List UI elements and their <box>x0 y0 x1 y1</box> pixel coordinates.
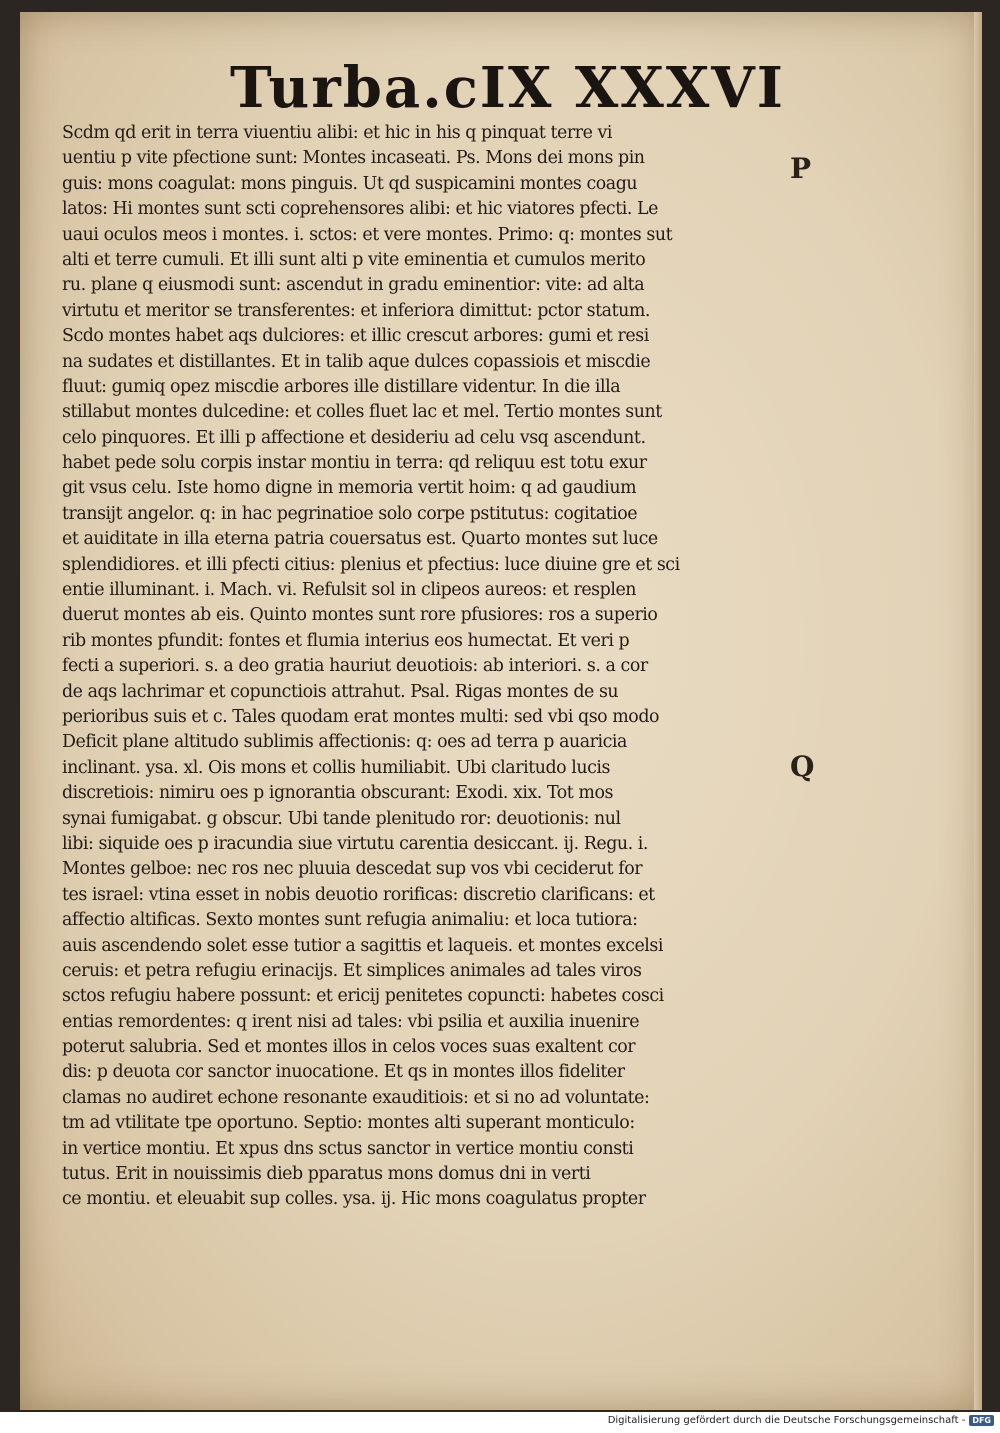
text-line: de aqs lachrimar et copunctiois attrahut. Psal. Rigas montes de su <box>62 681 619 702</box>
text-line: poterut salubria. Sed et montes illos in celos voces suas exaltent cor <box>62 1037 636 1058</box>
text-line: stillabut montes dulcedine: et colles fluet lac et mel. Tertio montes sunt <box>62 402 662 423</box>
text-line: celo pinquores. Et illi p affectione et desideriu ad celu vsq ascendunt. <box>62 427 646 448</box>
text-line: Montes gelboe: nec ros nec pluuia descedat sup vos vbi ceciderut for <box>62 859 643 880</box>
text-line: ce montiu. et eleuabit sup colles. ysa. ij. Hic mons coagulatus propter <box>62 1189 646 1210</box>
text-line: virtutu et meritor se transferentes: et inferiora dimittut: pctor statum. <box>62 300 650 321</box>
text-line: duerut montes ab eis. Quinto montes sunt rore pfusiores: ros a superio <box>62 605 658 626</box>
text-line: libi: siquide oes p iracundia siue virtutu carentia desiccant. ij. Regu. i. <box>62 833 648 854</box>
text-line: auis ascendendo solet esse tutior a sagittis et laqueis. et montes excelsi <box>62 935 663 956</box>
margin-mark-top: P <box>790 152 812 185</box>
text-line: Scdm qd erit in terra viuentiu alibi: et hic in his q pinquat terre vi <box>62 123 613 143</box>
text-line: tes israel: vtina esset in nobis deuotio rorificas: discretio clarificans: et <box>62 884 655 905</box>
text-line: et auiditate in illa eterna patria couersatus est. Quarto montes sut luce <box>62 529 658 550</box>
text-line: guis: mons coagulat: mons pinguis. Ut qd suspicamini montes coagu <box>62 173 638 194</box>
text-line: perioribus suis et c. Tales quodam erat montes multi: sed vbi qso modo <box>62 706 660 727</box>
text-line: fecti a superiori. s. a deo gratia hauriut deuotiois: ab interiori. s. a cor <box>62 656 648 677</box>
text-line: sctos refugiu habere possunt: et ericij penitetes copuncti: habetes cosci <box>62 986 664 1007</box>
text-line: uentiu p vite pfectione sunt: Montes incaseati. Ps. Mons dei mons pin <box>62 148 645 169</box>
funding-credit-text: Digitalisierung gefördert durch die Deutsche Forschungsgemeinschaft - <box>607 1415 966 1426</box>
page-title: Turba.cIX XXXVI <box>230 55 785 121</box>
text-line: dis: p deuota cor sanctor inuocatione. Et qs in montes illos fideliter <box>62 1062 625 1083</box>
text-line: splendidiores. et illi pfecti citius: plenius et pfectius: luce diuine gre et sci <box>62 554 680 575</box>
text-line: uaui oculos meos i montes. i. sctos: et vere montes. Primo: q: montes sut <box>62 224 673 245</box>
text-line: ru. plane q eiusmodi sunt: ascendut in gradu eminentior: vite: ad alta <box>62 275 645 296</box>
text-line: inclinant. ysa. xl. Ois mons et collis humiliabit. Ubi claritudo lucis <box>62 757 610 778</box>
text-line: fluut: gumiq opez miscdie arbores ille distillare videntur. In die illa <box>62 376 621 397</box>
text-line: rib montes pfundit: fontes et flumia interius eos humectat. Et veri p <box>62 630 630 651</box>
text-line: alti et terre cumuli. Et illi sunt alti p vite eminentia et cumulos merito <box>62 249 646 270</box>
text-line: in vertice montiu. Et xpus dns sctus sanctor in vertice montiu consti <box>62 1138 634 1159</box>
text-line: synai fumigabat. g obscur. Ubi tande plenitudo ror: deuotionis: nul <box>62 808 621 829</box>
text-line: affectio altificas. Sexto montes sunt refugia animaliu: et loca tutiora: <box>62 910 638 931</box>
text-line: Deficit plane altitudo sublimis affectionis: q: oes ad terra p auaricia <box>62 732 627 753</box>
text-line: transijt angelor. q: in hac pegrinatioe solo corpe pstitutus: cogitatioe <box>62 503 638 524</box>
text-line: habet pede solu corpis instar montiu in terra: qd reliquu est totu exur <box>62 453 647 474</box>
dfg-logo: DFG <box>969 1415 994 1426</box>
text-line: entie illuminant. i. Mach. vi. Refulsit sol in clipeos aureos: et resplen <box>62 580 637 601</box>
text-line: na sudates et distillantes. Et in talib aque dulces copassiois et miscdie <box>62 351 651 372</box>
text-line: git vsus celu. Iste homo digne in memoria vertit hoim: q ad gaudium <box>62 478 637 499</box>
text-line: tutus. Erit in nouissimis dieb pparatus mons domus dni in verti <box>62 1164 591 1185</box>
text-line: ceruis: et petra refugiu erinacijs. Et simplices animales ad tales viros <box>62 960 642 981</box>
margin-mark-middle: Q <box>790 750 815 783</box>
text-line: tm ad vtilitate tpe oportuno. Septio: montes alti superant monticulo: <box>62 1113 635 1134</box>
text-line: latos: Hi montes sunt scti coprehensores alibi: et hic viatores pfecti. Le <box>62 199 658 220</box>
footer-credit <box>608 1415 994 1426</box>
text-line: entias remordentes: q irent nisi ad tales: vbi psilia et auxilia inuenire <box>62 1011 640 1032</box>
text-line: clamas no audiret echone resonante exauditiois: et si no ad voluntate: <box>62 1087 650 1108</box>
text-line: discretiois: nimiru oes p ignorantia obscurant: Exodi. xix. Tot mos <box>62 783 613 804</box>
text-line: Scdo montes habet aqs dulciores: et illic crescut arbores: gumi et resi <box>62 326 649 347</box>
page-edge <box>974 12 982 1410</box>
body-text <box>62 121 787 1213</box>
